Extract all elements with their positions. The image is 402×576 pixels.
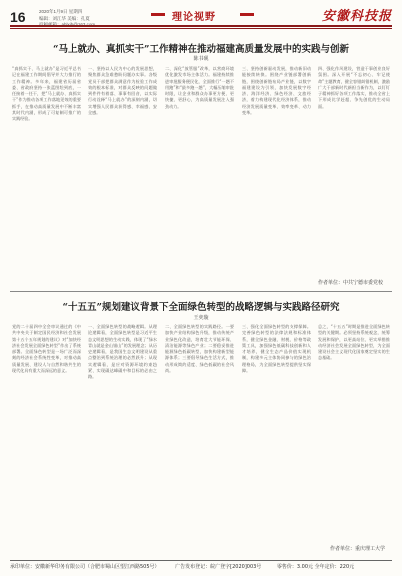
footer-ad-license: 广告发布登记：皖广登字[2020]003号 (175, 564, 262, 570)
article2-title: “十五五”规划建议背景下全面绿色转型的战略逻辑与实践路径研究 (62, 302, 340, 313)
article2-paragraph: 一、全面绿色转型的战略逻辑。从理论逻辑看，全面绿色转型是习近平生态文明思想的生动实践，体现了“绿水青山就是金山银山”的发展理念；从历史逻辑看，是我国生态文明建设从重点整治到系统治理的必然跃升；从现实逻辑看，是应对资源环境约束趋紧、实现碳达峰碳中和目标的必由之路。 (88, 324, 157, 379)
article1-column-2 (88, 66, 157, 276)
article2-paragraph: 三、强化全面绿色转型的支撑保障。完善绿色转型的法律法规和标准体系，健全绿色金融、财税、价格等政策工具，加强绿色低碳科技创新和人才培养，健全生态产品价值实现机制，构建多元主体协同参与的绿色治理格局，为全面绿色转型提供坚实保障。 (242, 324, 311, 373)
page-footer (10, 563, 392, 570)
footer-rule (10, 560, 392, 561)
article1-column-3 (165, 66, 234, 276)
article1-title: “马上就办、真抓实干”工作精神在推动福建高质量发展中的实践与创新 (53, 44, 349, 55)
article2-paragraph: 二、全面绿色转型的实践路径。一要加快产业结构绿色升级，推动传统产业绿色化改造，培育壮大节能环保、清洁能源等绿色产业；二要稳妥推进能源绿色低碳转型，加快构建新型能源体系；三要倡导绿色生活方式，推动形成简约适度、绿色低碳的社会风尚。 (165, 324, 234, 373)
article1-affiliation: 作者单位：中共宁德市委党校 (318, 280, 384, 286)
section-decoration-right (240, 13, 254, 16)
footer-printer: 承印单位：安徽新华印务有限公司（合肥市蜀山区望江西路505号） (10, 564, 160, 570)
newspaper-masthead: 安徽科技报 (322, 9, 393, 24)
article-divider (10, 291, 392, 292)
article2-paragraph: 总之，“十五五”时期是推进全面绿色转型的关键期。必须坚持系统观念，统筹发展和保护，以更高站位、更实举措推动经济社会发展全面绿色转型，为全面建设社会主义现代化国家奠定坚实的生态基础。 (318, 324, 390, 361)
editor-line: 编辑：刘江华 美编：孔夏 (39, 15, 90, 21)
article1-column-4 (242, 66, 311, 276)
header-rule-thin (10, 28, 392, 29)
article1-paragraph: 一、坚持以人民为中心的发展思想，聚焦群众急难愁盼问题办实事。各级党员干部把群众满意作为检验工作成效的根本标准，对群众反映的问题做到件件有着落、事事有回音，以实际行动诠释“马上就办”的深刻内涵，切实增强人民群众获得感、幸福感、安全感。 (88, 66, 157, 115)
article1-column-5 (318, 66, 390, 261)
footer-price: 零售价：3.00元 全年定价：220元 (276, 564, 355, 570)
article1-paragraph: 四、强化作风建设，营造干事创业良好氛围。深入开展“不忘初心、牢记使命”主题教育，健全容错纠错机制，激励广大干部新时代新担当新作为，以钉钉子精神抓好各项工作落实，推动全省上下形成比学赶超、争先创优的生动局面。 (318, 66, 390, 109)
article1-paragraph: 三、坚持创新驱动发展，推动新旧动能接续转换。围绕产业链部署创新链，围绕创新链布局产业链，以数字福建建设为引领，加快发展数字经济、海洋经济、绿色经济、文旅经济，着力构建现代化经济体系，推动经济发展质量变革、效率变革、动力变革。 (242, 66, 311, 115)
header-rule (10, 25, 392, 27)
date-line: 2020年1月9日 星期四 (39, 9, 83, 14)
article1-paragraph: “真抓实干、马上就办”是习近平总书记在福建工作期间倡导并大力推行的工作精神。多年来，福建省历届省委、省政府坚持一张蓝图绘到底，一任接着一任干，把“马上就办、真抓实干”作为推动各项工作落地见效的重要抓手，在推动高质量发展中不断丰富其时代内涵，形成了可复制可推广的实践经验。 (12, 66, 81, 121)
article2-column-2 (88, 324, 157, 554)
article1-author: 陈书砚 (193, 56, 209, 62)
article2-column-4 (242, 324, 311, 554)
article2-author: 王奕璇 (193, 315, 209, 321)
article1-paragraph: 二、深化“放管服”改革，以营商环境优化激发市场主体活力。福建持续推进审批服务便民化，全面推行“一趟不用跑”和“最多跑一趟”，大幅压缩审批时限，让企业和群众办事更方便、更快捷、更舒心，为高质量发展注入强劲动力。 (165, 66, 234, 109)
article2-paragraph: 党的二十届四中全会审议通过的《中共中央关于制定国民经济和社会发展第十五个五年规划的建议》对“加快经济社会发展全面绿色转型”作出了系统部署。全面绿色转型是一场广泛而深刻的经济社会系统性变革，对推动高质量发展、建设人与自然和谐共生的现代化具有重大而深远的意义。 (12, 324, 81, 373)
section-title: 理论视野 (172, 12, 216, 23)
article2-affiliation: 作者单位：重庆理工大学 (330, 546, 386, 552)
article2-column-1 (12, 324, 81, 554)
section-decoration-left (151, 13, 165, 16)
page-number: 16 (10, 9, 26, 25)
article2-column-3 (165, 324, 234, 554)
article2-column-5 (318, 324, 390, 532)
article1-column-1 (12, 66, 81, 276)
